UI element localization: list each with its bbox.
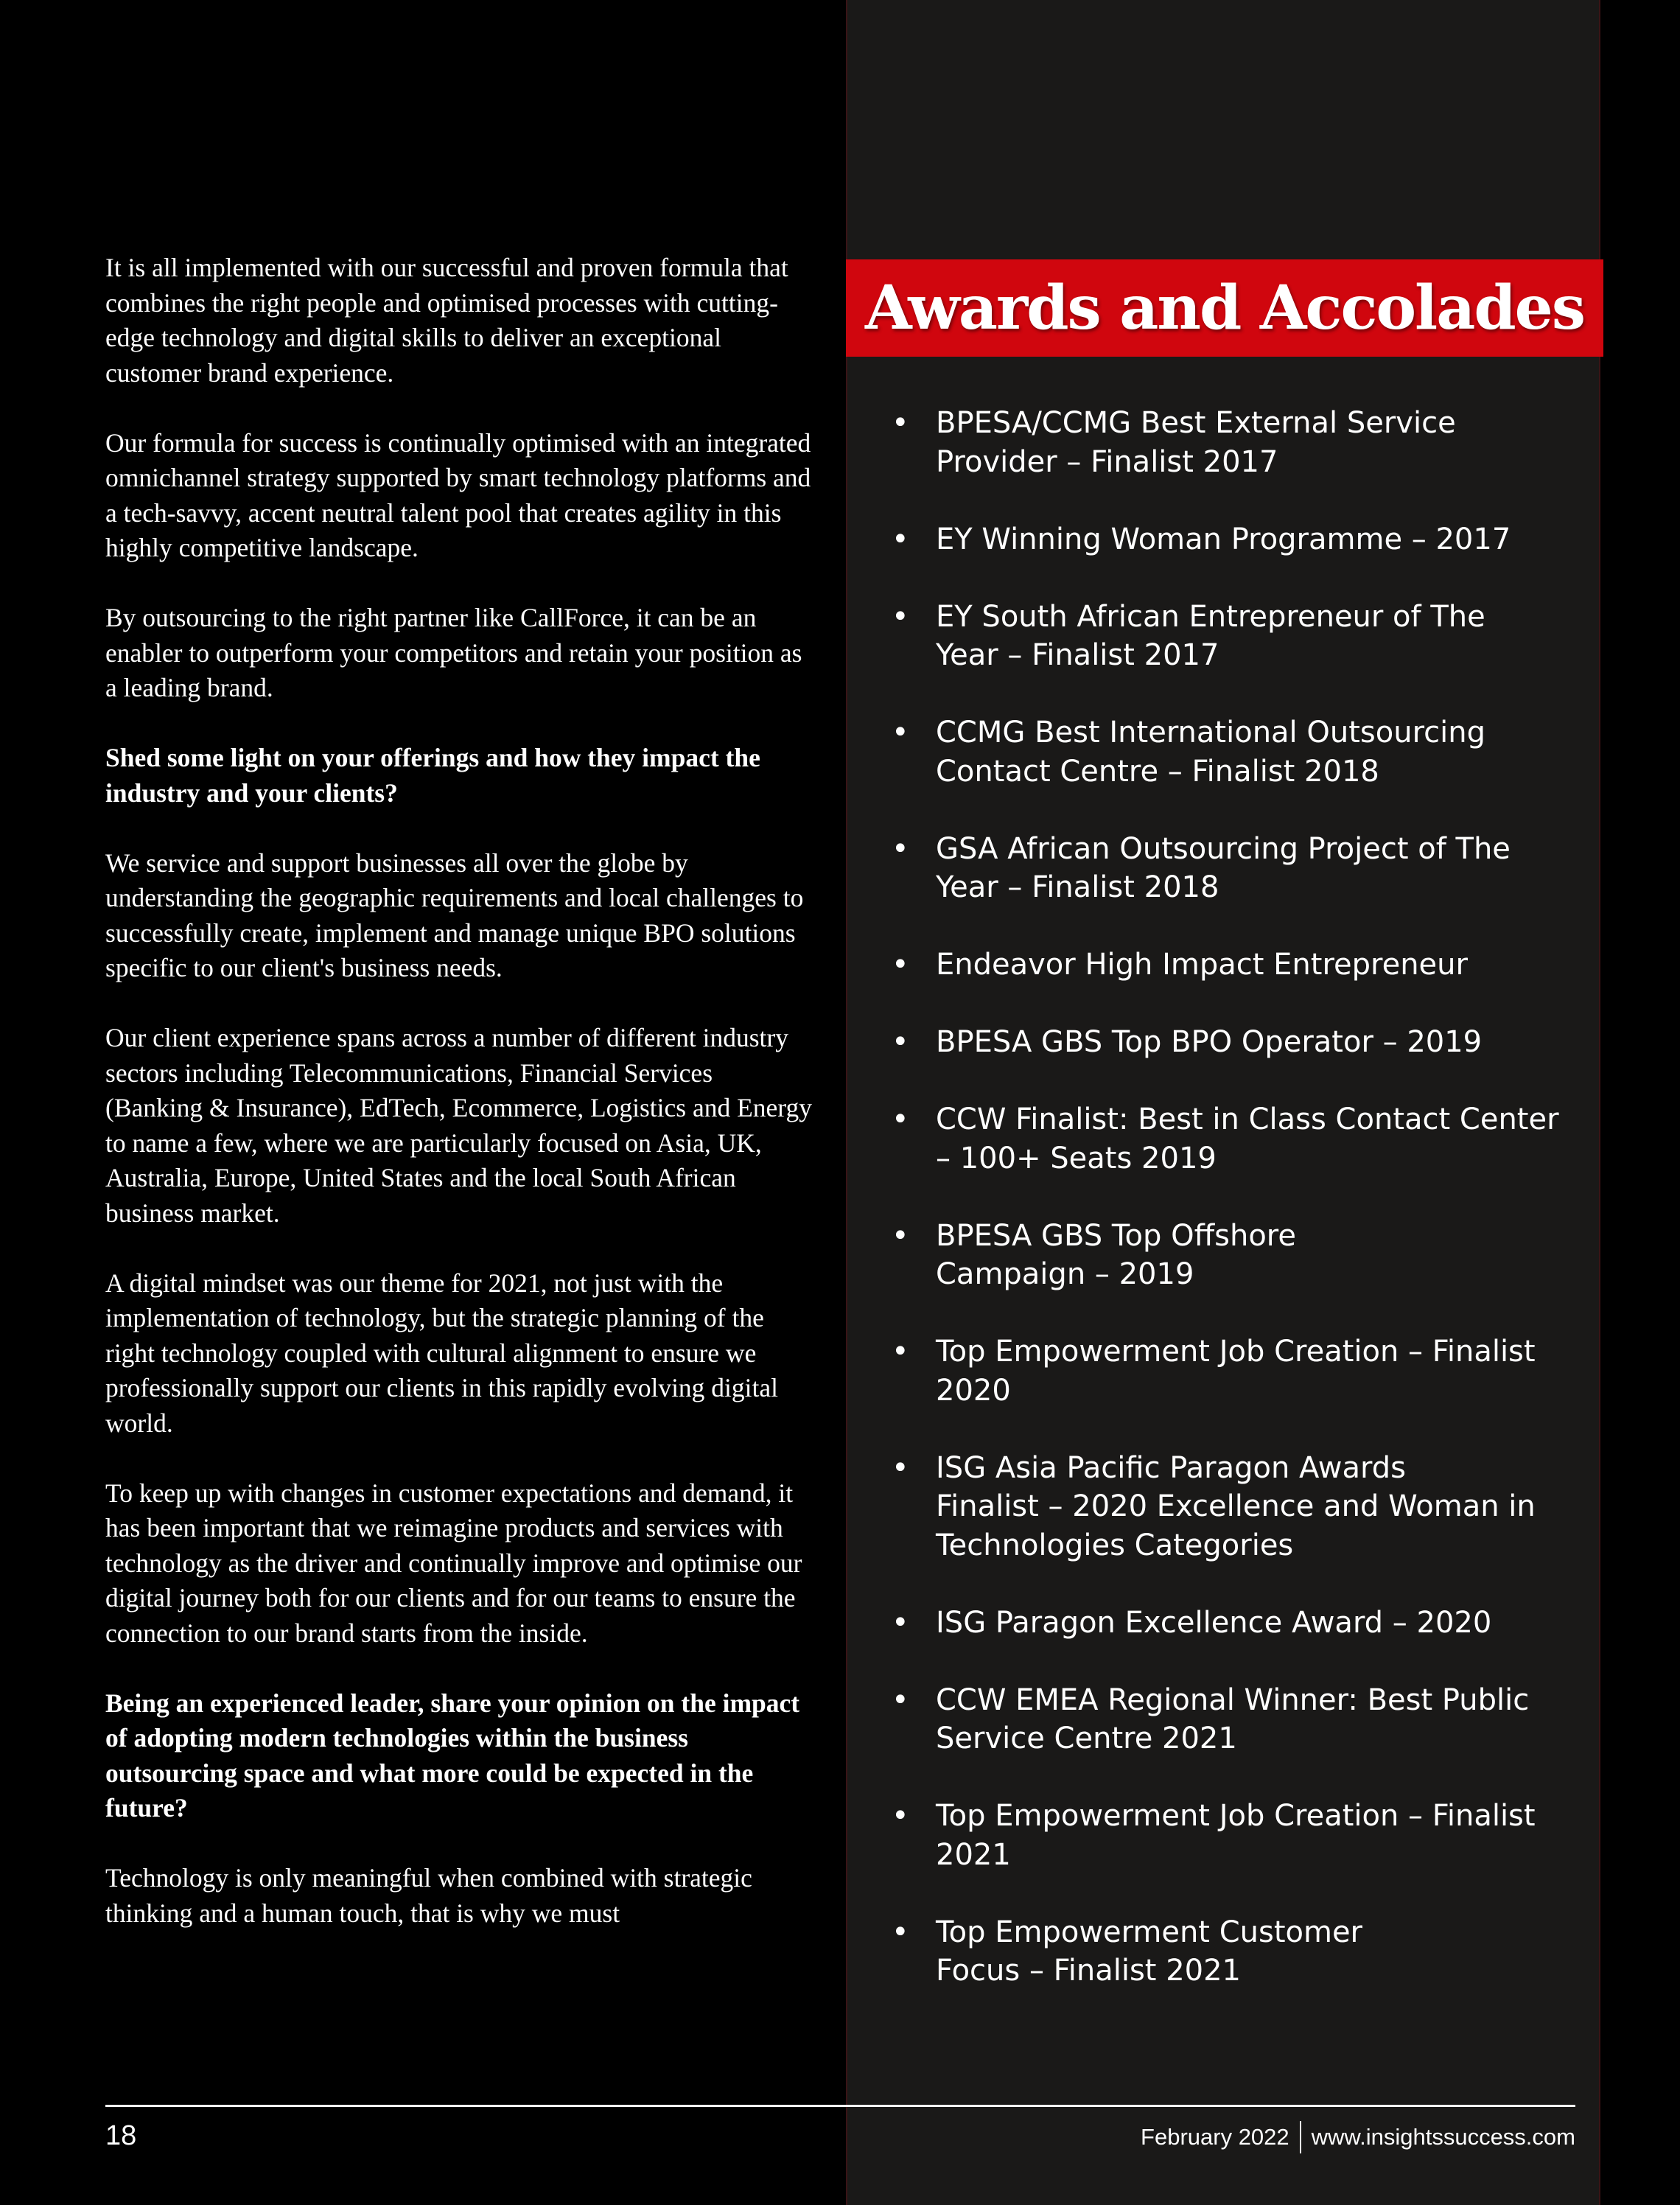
website-link[interactable]: www.insightssuccess.com [1311,2124,1575,2150]
bullet-icon: • [892,1218,909,1253]
award-text-line: Top Empowerment Job Creation – Finalist [936,1799,1536,1833]
footer-separator [1300,2121,1301,2153]
award-text-line: Focus – Finalist 2021 [936,1954,1242,1988]
article-body [105,251,813,1966]
award-item [892,520,1577,559]
award-text-line: BPESA GBS Top BPO Operator – 2019 [936,1025,1483,1059]
award-text-line: Finalist – 2020 Excellence and Woman in [936,1489,1536,1523]
award-text-line: 2021 [936,1837,1011,1872]
body-paragraph: We service and support businesses all over the globe by understanding the geographic requirements and local challenges to successfully create, implement and manage unique BPO solutions specific to our client's business needs. [105,848,804,982]
bullet-icon: • [892,1102,909,1136]
awards-title: Awards and Accolades [864,273,1585,343]
award-text-line: Top Empowerment Job Creation – Finalist [936,1335,1536,1369]
bullet-icon: • [892,406,909,440]
footer-info [1141,2121,1575,2153]
body-paragraph: Our client experience spans across a number of different industry sectors including Telecommunications, Financial Services (Banking & Insurance), EdTech, Ecommerce, Logistics and Energy to name a few, where we are particularly focused on Asia, UK, Australia, Europe, United States and the local South African business market. [105,1023,812,1228]
award-item [892,1449,1577,1565]
footer-divider [105,2105,1575,2107]
award-item [892,1681,1577,1758]
award-item [892,1913,1577,1991]
bullet-icon: • [892,831,909,866]
page-number: 18 [105,2120,137,2151]
body-paragraph: By outsourcing to the right partner like CallForce, it can be an enabler to outperform your competitors and retain your position as a leading brand. [105,603,802,702]
interview-question: Being an experienced leader, share your opinion on the impact of adopting modern technologies within the business outsourcing space and what more could be expected in the future? [105,1688,800,1823]
awards-list [892,404,1577,2029]
award-text-line: GSA African Outsourcing Project of The [936,831,1511,866]
interview-question: Shed some light on your offerings and how they impact the industry and your clients? [105,743,760,808]
award-item [892,1332,1577,1410]
body-paragraph: A digital mindset was our theme for 2021, not just with the implementation of technology, but the strategic planning of the right technology coupled with cultural alignment to ensure we professionally support our clients in this rapidly evolving digital world. [105,1268,779,1438]
award-text-line: Year – Finalist 2018 [936,870,1219,904]
award-text-line: EY South African Entrepreneur of The [936,599,1485,634]
award-item [892,598,1577,675]
award-text-line: Campaign – 2019 [936,1257,1194,1291]
award-text-line: BPESA/CCMG Best External Service [936,406,1456,440]
award-text-line: Top Empowerment Customer [936,1915,1363,1949]
award-item [892,1100,1577,1178]
bullet-icon: • [892,716,909,749]
award-text-line: Technologies Categories [936,1528,1294,1562]
award-text-line: Contact Centre – Finalist 2018 [936,754,1379,789]
award-text-line: Provider – Finalist 2017 [936,444,1278,479]
bullet-icon: • [892,1605,909,1640]
award-item [892,713,1577,791]
award-text-line: Endeavor High Impact Entrepreneur [936,948,1468,982]
awards-banner [846,259,1603,357]
award-text-line: ISG Paragon Excellence Award – 2020 [936,1605,1492,1640]
award-text-line: BPESA GBS Top Offshore [936,1218,1296,1253]
award-text-line: CCMG Best International Outsourcing [936,716,1485,749]
award-item [892,1217,1577,1294]
award-text-line: CCW Finalist: Best in Class Contact Center [936,1102,1559,1136]
body-paragraph: Technology is only meaningful when combined with strategic thinking and a human touch, that is why we must [105,1863,752,1928]
bullet-icon: • [892,599,909,634]
issue-date: February 2022 [1141,2124,1289,2150]
award-item [892,946,1577,985]
bullet-icon: • [892,1915,909,1949]
award-text-line: Year – Finalist 2017 [936,638,1219,672]
body-paragraph: It is all implemented with our successful and proven formula that combines the right people and optimised processes with cutting-edge technology and digital skills to deliver an exceptional customer brand experience. [105,253,788,388]
bullet-icon: • [892,1682,909,1717]
body-paragraph: To keep up with changes in customer expectations and demand, it has been important that we reimagine products and services with technology as the driver and continually improve and optimise our digital journey both for our clients and for our teams to ensure the connection to our brand starts from the inside. [105,1478,802,1648]
award-text-line: ISG Asia Pacific Paragon Awards [936,1450,1406,1485]
award-text-line: EY Winning Woman Programme – 2017 [936,522,1511,556]
award-text-line: CCW EMEA Regional Winner: Best Public [936,1682,1530,1717]
award-item [892,830,1577,907]
bullet-icon: • [892,1335,909,1369]
bullet-icon: • [892,1799,909,1833]
award-text-line: – 100+ Seats 2019 [936,1141,1217,1175]
award-text-line: Service Centre 2021 [936,1722,1237,1755]
award-item [892,1604,1577,1643]
award-item [892,1023,1577,1062]
bullet-icon: • [892,948,909,982]
bullet-icon: • [892,1450,909,1485]
bullet-icon: • [892,1025,909,1059]
award-text-line: 2020 [936,1373,1011,1408]
award-item [892,404,1577,481]
body-paragraph: Our formula for success is continually optimised with an integrated omnichannel strategy supported by smart technology platforms and a tech-savvy, accent neutral talent pool that creates agility in this highly competitive landscape. [105,427,811,562]
bullet-icon: • [892,522,909,556]
award-item [892,1797,1577,1874]
